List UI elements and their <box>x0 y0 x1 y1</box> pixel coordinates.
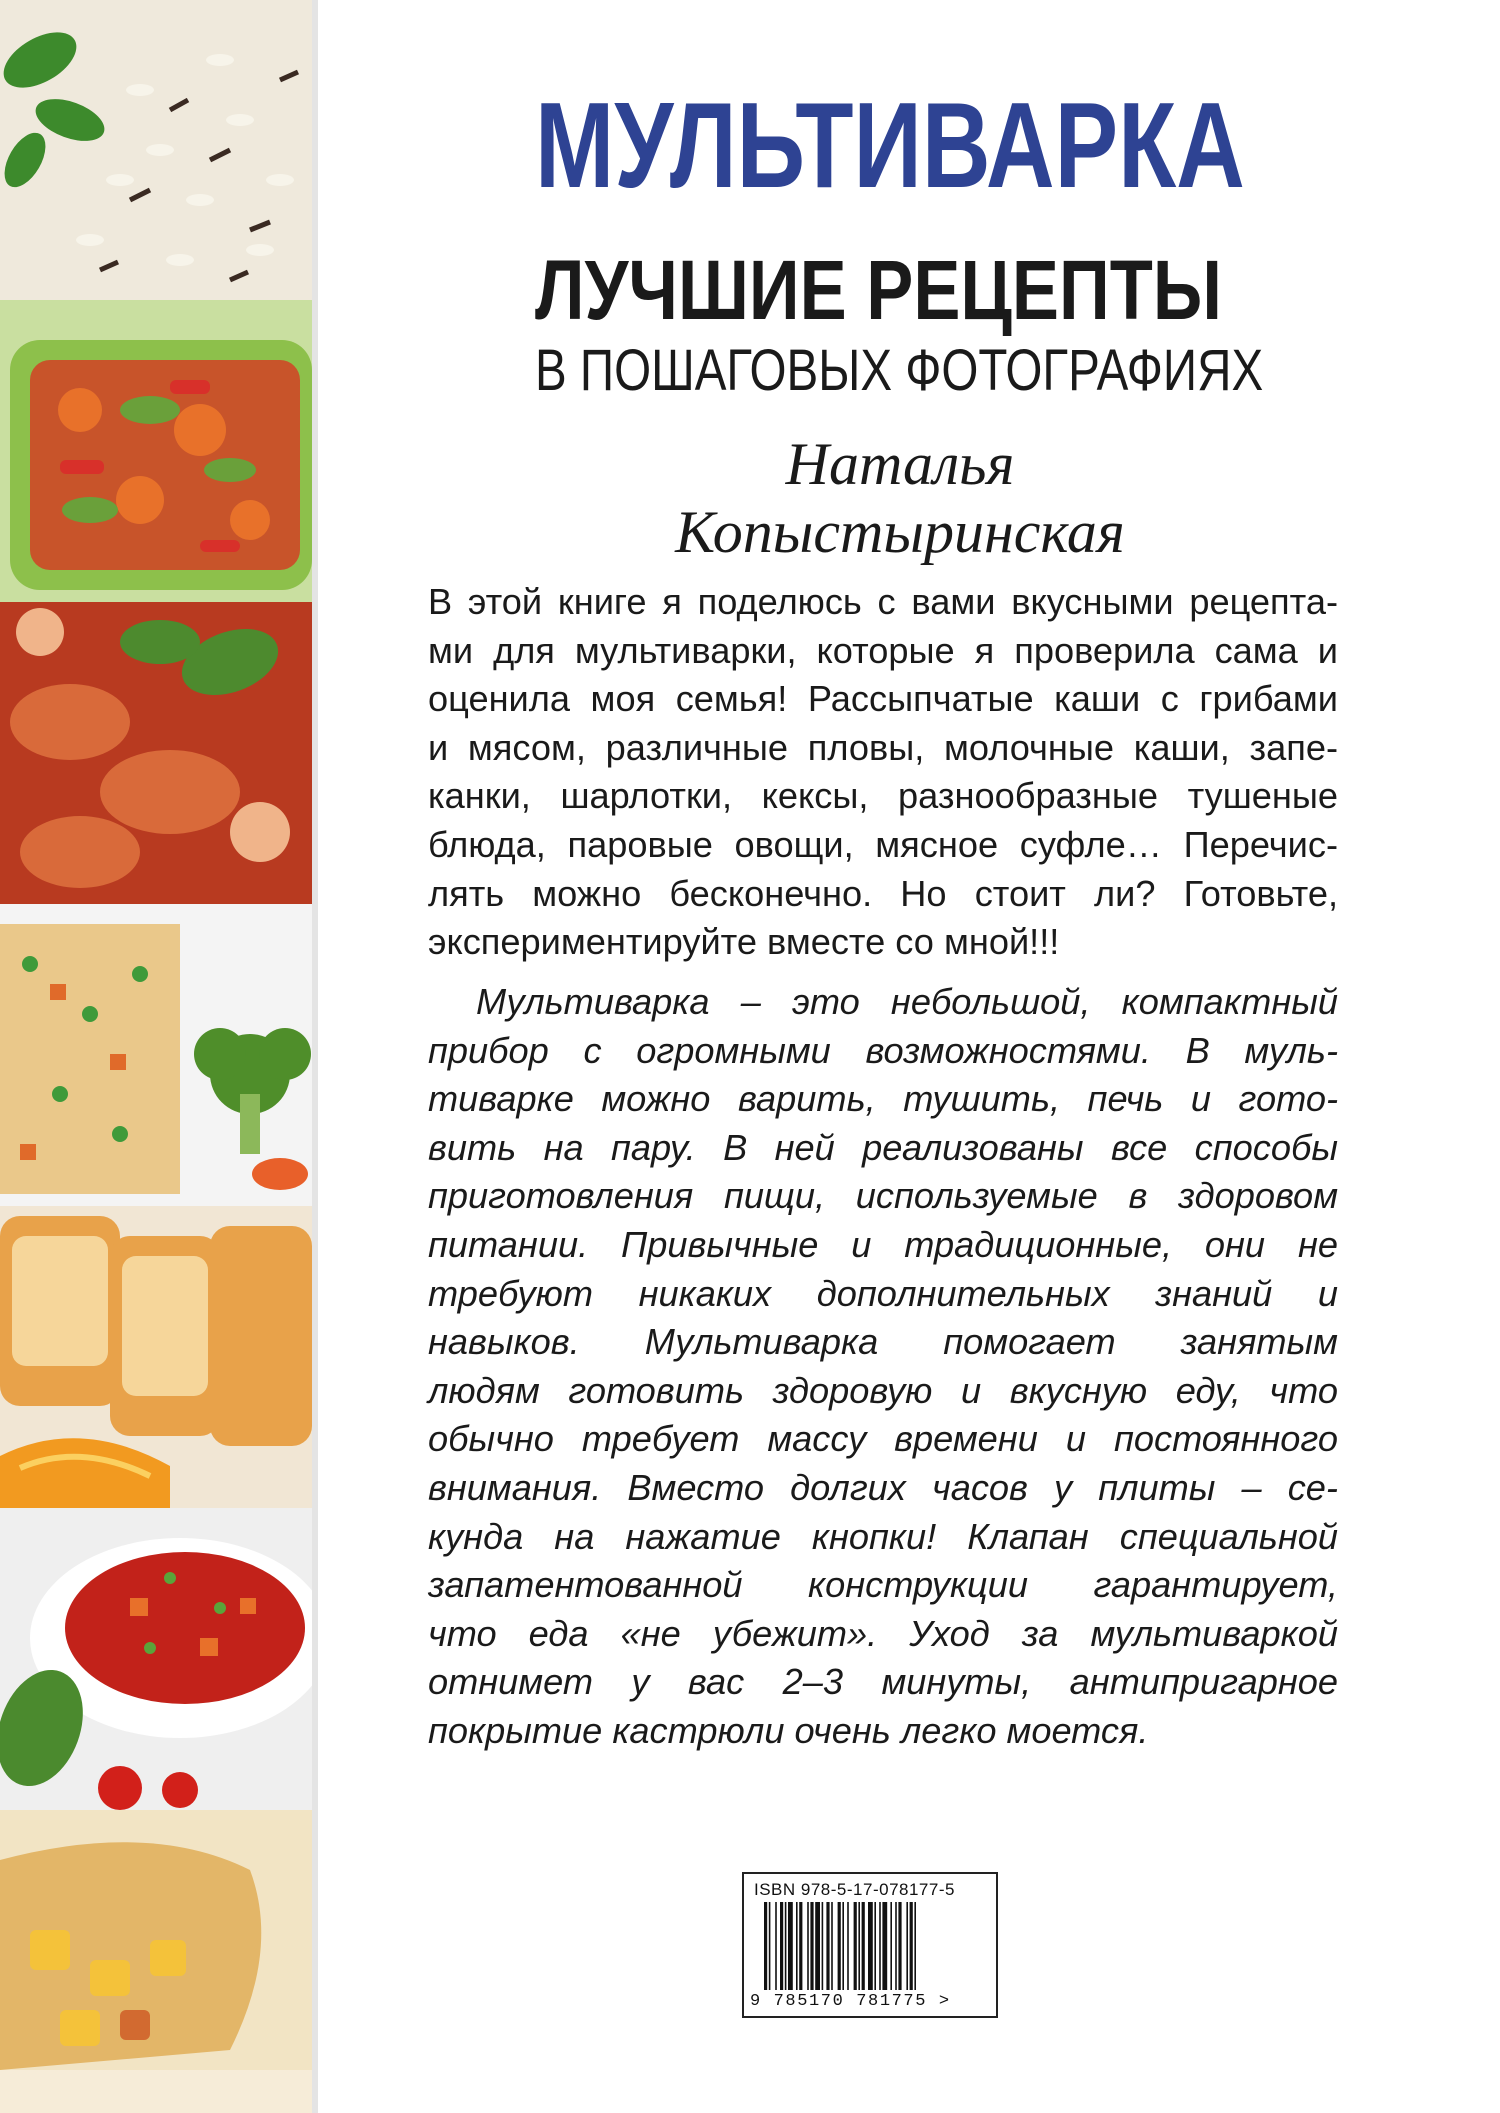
photo-rice-vegetables <box>0 904 312 1206</box>
barcode-bar <box>807 1902 809 1990</box>
book-subtitle-secondary: В ПОШАГОВЫХ ФОТОГРАФИЯХ <box>535 338 1264 403</box>
isbn-label: ISBN 978-5-17-078177-5 <box>754 1880 955 1899</box>
text-line: внимания. Вместо долгих часов у плиты – се- <box>428 1466 1338 1508</box>
text-line: лять можно бесконечно. Но стоит ли? Готовьте, <box>428 872 1338 914</box>
text-line: канки, шарлотки, кексы, разнообразные тушеные <box>428 775 1338 817</box>
barcode-bar <box>764 1902 767 1990</box>
text-line: и мясом, различные пловы, молочные каши, запе- <box>428 726 1338 768</box>
barcode-bar <box>847 1902 849 1990</box>
barcode-bar <box>895 1902 897 1990</box>
barcode-bar <box>914 1902 916 1990</box>
author-last-name: Копыстыринская <box>675 499 1125 565</box>
barcode-bar <box>854 1902 857 1990</box>
text-line: блюда, паровые овощи, мясное суфле… Перечис- <box>428 823 1338 865</box>
barcode-bar <box>822 1902 824 1990</box>
barcode-digits: 9 785170 781775 > <box>750 1992 951 2011</box>
isbn-barcode <box>742 1872 998 2018</box>
photo-pie <box>0 1810 312 2113</box>
barcode-bar <box>858 1902 860 1990</box>
photo-vegetables <box>0 300 312 602</box>
barcode-bar <box>780 1902 783 1990</box>
text-line: кунда на нажатие кнопки! Клапан специальной <box>428 1515 1338 1557</box>
barcode-bar <box>890 1902 892 1990</box>
barcode-bar <box>785 1902 787 1990</box>
italic-paragraph <box>428 978 1338 1756</box>
barcode-bar <box>796 1902 798 1990</box>
barcode-bar <box>810 1902 813 1990</box>
text-line: питании. Привычные и традиционные, они не <box>428 1223 1338 1265</box>
author-first-name: Наталья <box>785 431 1015 497</box>
text-line: требуют никаких дополнительных знаний и <box>428 1272 1338 1314</box>
text-line: обычно требует массу времени и постоянного <box>428 1418 1338 1460</box>
text-line: Мультиварка – это небольшой, компактный <box>476 981 1338 1022</box>
barcode-bar <box>815 1902 820 1990</box>
barcode-bar <box>882 1902 887 1990</box>
text-line: прибор с огромными возможностями. В муль- <box>428 1029 1338 1071</box>
author-name <box>560 430 1240 566</box>
photo-meat-rolls <box>0 602 312 904</box>
text-line: людям готовить здоровую и вкусную еду, что <box>428 1369 1338 1411</box>
text-line: отнимет у вас 2–3 минуты, антипригарное <box>428 1661 1338 1703</box>
photo-rice <box>0 0 312 300</box>
barcode-bar <box>868 1902 873 1990</box>
barcode-bars <box>764 1902 980 1990</box>
text-line: оценила моя семья! Рассыпчатые каши с грибами <box>428 678 1338 720</box>
text-line: покрытие кастрюли очень легко моется. <box>428 1709 1149 1751</box>
text-line: вить на пару. В ней реализованы все способы <box>428 1126 1338 1168</box>
barcode-bar <box>826 1902 829 1990</box>
barcode-bar <box>879 1902 881 1990</box>
photo-soup <box>0 1508 312 1810</box>
description-paragraph <box>428 578 1338 967</box>
text-line: экспериментируйте вместе со мной!!! <box>428 921 1060 963</box>
text-line: что еда «не убежит». Уход за мультиваркой <box>428 1612 1338 1654</box>
photo-baked-loaf <box>0 1206 312 1508</box>
text-line: тиварке можно варить, тушить, печь и гото- <box>428 1078 1338 1120</box>
text-line: В этой книге я поделюсь с вами вкусными рецепта- <box>428 581 1338 622</box>
barcode-bar <box>842 1902 844 1990</box>
barcode-bar <box>788 1902 793 1990</box>
barcode-bar <box>831 1902 833 1990</box>
book-title: МУЛЬТИВАРКА <box>535 77 1245 213</box>
barcode-bar <box>906 1902 908 1990</box>
barcode-bar <box>898 1902 901 1990</box>
text-line: ми для мультиварки, которые я проверила сама и <box>428 629 1338 671</box>
book-subtitle: ЛУЧШИЕ РЕЦЕПТЫ <box>535 243 1222 337</box>
barcode-bar <box>799 1902 802 1990</box>
text-line: навыков. Мультиварка помогает занятым <box>428 1321 1338 1363</box>
barcode-bar <box>769 1902 771 1990</box>
barcode-bar <box>775 1902 777 1990</box>
barcode-bar <box>862 1902 865 1990</box>
food-photo-strip <box>0 0 318 2113</box>
barcode-bar <box>874 1902 876 1990</box>
text-line: приготовления пищи, используемые в здоровом <box>428 1175 1338 1217</box>
text-line: запатентованной конструкции гарантирует, <box>428 1564 1338 1606</box>
barcode-bar <box>910 1902 913 1990</box>
barcode-bar <box>838 1902 841 1990</box>
